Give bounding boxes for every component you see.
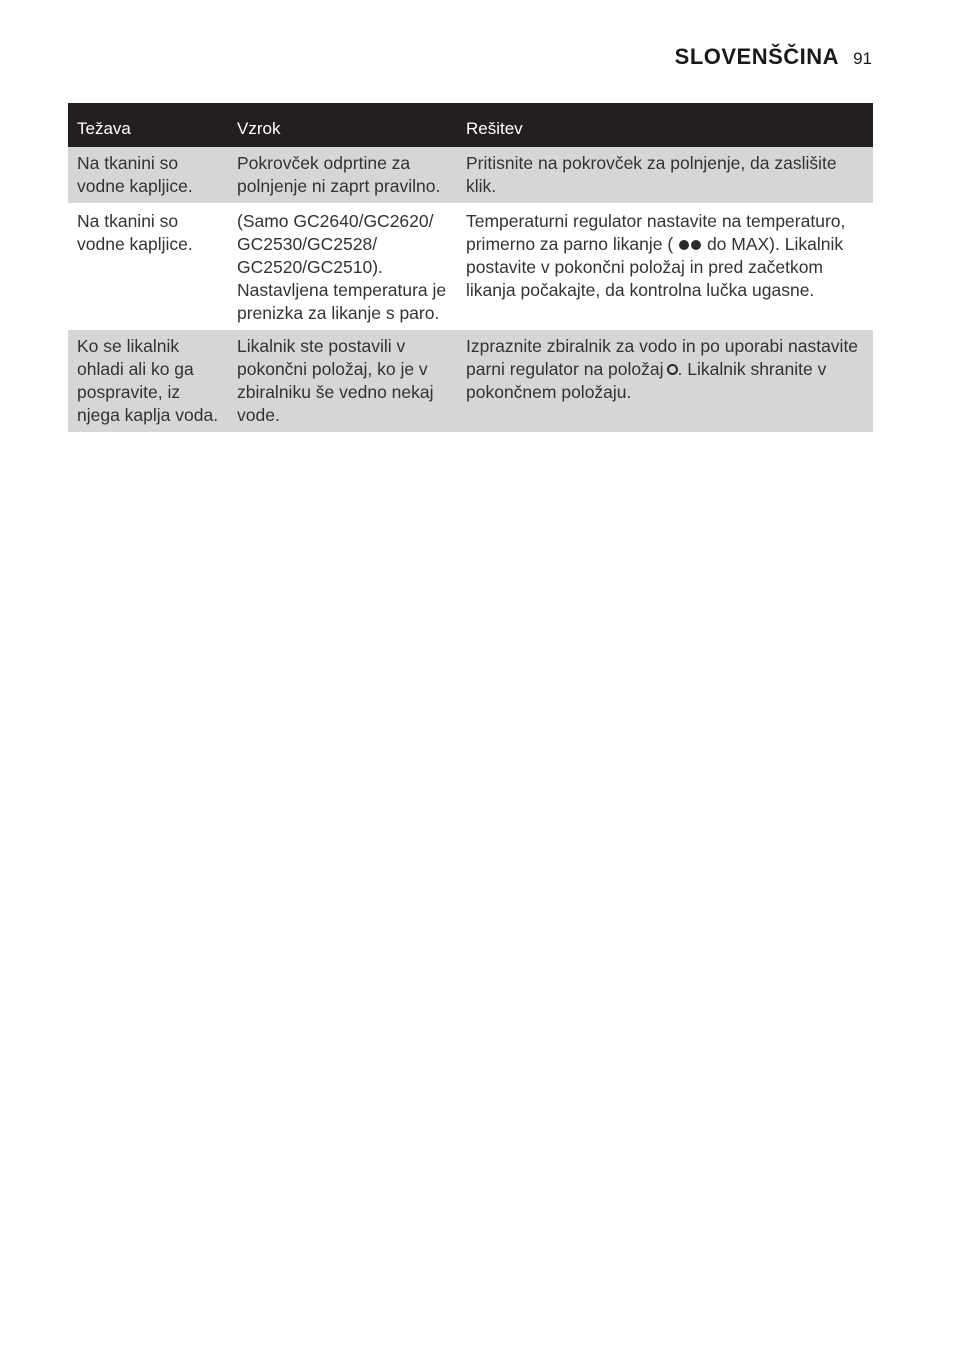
column-header-solution: Rešitev (457, 103, 873, 147)
problem-cell: Na tkanini so vodne kapljice. (68, 203, 228, 330)
cause-cell: (Samo GC2640/GC2620/ GC2530/GC2528/ GC2520/GC2510). Nastavljena temperatura je prenizka za likanje s paro. (228, 203, 457, 330)
problem-cell: Ko se likalnik ohladi ali ko ga pospravite, iz njega kaplja voda. (68, 330, 228, 432)
solution-text-end: do MAX). Likalnik postavite v pokončni položaj in pred začetkom likanja počakajte, da kontrolna lučka ugasne. (466, 234, 844, 300)
two-dots-icon (678, 234, 702, 254)
column-header-cause: Vzrok (228, 103, 457, 147)
troubleshooting-table (68, 103, 873, 432)
section-title: SLOVENŠČINA (674, 44, 840, 69)
column-header-problem: Težava (68, 103, 228, 147)
ring-icon (667, 364, 678, 375)
cause-cell: Likalnik ste postavili v pokončni položaj, ko je v zbiralniku še vedno nekaj vode. (228, 330, 457, 432)
cause-cell: Pokrovček odprtine za polnjenje ni zaprt pravilno. (228, 147, 457, 203)
solution-text-start: Izpraznite zbiralnik za vodo in po uporabi nastavite parni regulator na položaj (466, 336, 859, 379)
solution-cell (457, 203, 873, 330)
table-header-row (68, 103, 873, 147)
table-row (68, 147, 873, 203)
solution-cell: Pritisnite na pokrovček za polnjenje, da zaslišite klik. (457, 147, 873, 203)
problem-cell: Na tkanini so vodne kapljice. (68, 147, 228, 203)
page-header (675, 44, 872, 70)
page-number: 91 (853, 49, 872, 68)
table-row (68, 330, 873, 432)
solution-text-start: Temperaturni regulator nastavite na temperaturo, primerno za parno likanje ( (466, 211, 846, 254)
solution-text-end: . Likalnik shranite v pokončnem položaju. (466, 359, 827, 402)
solution-cell (457, 330, 873, 432)
table-row (68, 203, 873, 330)
